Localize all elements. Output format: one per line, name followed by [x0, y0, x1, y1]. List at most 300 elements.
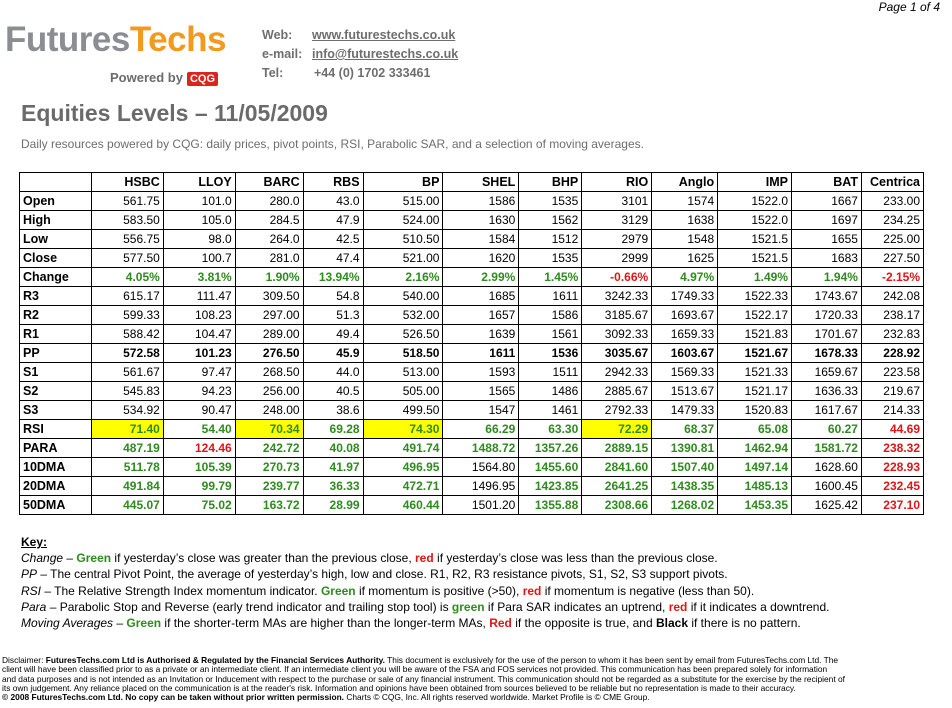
key-line: [21, 599, 829, 615]
powered-by: [110, 70, 218, 86]
powered-by-label: Powered by: [110, 70, 183, 85]
key-text: – The Relative Strength Index momentum indicator.: [41, 583, 321, 598]
table-cell: 2641.25: [582, 477, 652, 496]
table-cell: 1628.60: [792, 458, 862, 477]
table-cell: 2841.60: [582, 458, 652, 477]
table-cell: 248.00: [235, 401, 303, 420]
table-cell: 1655: [792, 230, 862, 249]
key-text: red: [668, 599, 688, 614]
column-header-bat: BAT: [792, 173, 862, 192]
table-cell: 1462.94: [718, 439, 792, 458]
table-cell: 3101: [582, 192, 652, 211]
table-cell: 577.50: [91, 249, 163, 268]
table-cell: -0.66%: [582, 268, 652, 287]
table-cell: 1521.5: [718, 249, 792, 268]
table-cell: 105.39: [163, 458, 235, 477]
table-cell: 284.5: [235, 211, 303, 230]
table-cell: 101.23: [163, 344, 235, 363]
disclaimer-text: its own judgement. Any reliance placed on the communication is at the reader's risk. Information and opinions have been obtained from sources believed to be reliable but no representation is made to their accuracy.: [2, 683, 796, 693]
row-label: High: [20, 211, 92, 230]
key-text: Change: [21, 551, 64, 566]
table-cell: 1683: [792, 249, 862, 268]
logo-techs-text: Techs: [129, 20, 226, 59]
key-text: if the shorter-term MAs are higher than the longer-term MAs,: [161, 616, 490, 631]
table-body: [20, 192, 924, 515]
table-cell: 40.5: [303, 382, 363, 401]
table-cell: 1584: [443, 230, 519, 249]
table-cell: 242.08: [861, 287, 923, 306]
table-cell: 1485.13: [718, 477, 792, 496]
table-cell: 100.7: [163, 249, 235, 268]
key-text: if momentum is negative (less than 50).: [541, 583, 755, 598]
disclaimer-text: © 2008 FuturesTechs.com Ltd. No copy can be taken without prior written permission.: [2, 693, 345, 703]
key-text: if Para SAR indicates an uptrend,: [484, 599, 669, 614]
table-row-close: [20, 249, 924, 268]
table-cell: 445.07: [91, 496, 163, 515]
row-label: S2: [20, 382, 92, 401]
table-cell: 43.0: [303, 192, 363, 211]
table-cell: 3035.67: [582, 344, 652, 363]
table-cell: 1743.67: [792, 287, 862, 306]
page-title: Equities Levels – 11/05/2009: [21, 100, 328, 126]
table-cell: 1423.85: [519, 477, 582, 496]
table-cell: 2792.33: [582, 401, 652, 420]
table-cell: 1701.67: [792, 325, 862, 344]
table-cell: 1569.33: [652, 363, 718, 382]
disclaimer-text: Disclaimer:: [2, 656, 46, 665]
table-cell: 1749.33: [652, 287, 718, 306]
row-label: S3: [20, 401, 92, 420]
row-label: 20DMA: [20, 477, 92, 496]
table-cell: 524.00: [363, 211, 443, 230]
tel-label: Tel:: [262, 66, 284, 80]
table-cell: 47.4: [303, 249, 363, 268]
header-corner: [20, 173, 92, 192]
equities-levels-table: [19, 172, 924, 515]
table-cell: 1268.02: [652, 496, 718, 515]
key-section: [21, 534, 829, 631]
table-cell: 71.40: [91, 420, 163, 439]
table-cell: 1501.20: [443, 496, 519, 515]
disclaimer-line: [2, 675, 946, 684]
key-text: Para: [21, 599, 47, 614]
table-cell: 1522.0: [718, 192, 792, 211]
table-cell: 515.00: [363, 192, 443, 211]
contact-tel-row: [262, 66, 458, 85]
table-cell: 1659.33: [652, 325, 718, 344]
table-cell: 270.73: [235, 458, 303, 477]
table-cell: 1685: [443, 287, 519, 306]
table-cell: 13.94%: [303, 268, 363, 287]
table-cell: 54.40: [163, 420, 235, 439]
table-cell: 1455.60: [519, 458, 582, 477]
key-text: RSI: [21, 583, 42, 598]
table-cell: 511.78: [91, 458, 163, 477]
table-cell: 526.50: [363, 325, 443, 344]
table-cell: 513.00: [363, 363, 443, 382]
table-cell: 163.72: [235, 496, 303, 515]
contact-web-row: [262, 28, 458, 47]
column-header-bhp: BHP: [519, 173, 582, 192]
table-cell: 1521.83: [718, 325, 792, 344]
table-row-r2: [20, 306, 924, 325]
table-cell: 1565: [443, 382, 519, 401]
table-cell: 1697: [792, 211, 862, 230]
table-cell: 532.00: [363, 306, 443, 325]
table-cell: 44.0: [303, 363, 363, 382]
table-cell: 2.16%: [363, 268, 443, 287]
contact-email-row: [262, 47, 458, 66]
table-cell: 2942.33: [582, 363, 652, 382]
table-cell: 99.79: [163, 477, 235, 496]
table-row-10dma: [20, 458, 924, 477]
row-label: Close: [20, 249, 92, 268]
column-header-hsbc: HSBC: [91, 173, 163, 192]
key-lines: [21, 550, 829, 631]
table-cell: 239.77: [235, 477, 303, 496]
table-cell: 223.58: [861, 363, 923, 382]
table-cell: 1536: [519, 344, 582, 363]
table-cell: 561.67: [91, 363, 163, 382]
table-cell: 256.00: [235, 382, 303, 401]
table-cell: 1625.42: [792, 496, 862, 515]
table-row-change: [20, 268, 924, 287]
table-cell: 233.00: [861, 192, 923, 211]
row-label: R1: [20, 325, 92, 344]
table-cell: 44.69: [861, 420, 923, 439]
table-cell: 1488.72: [443, 439, 519, 458]
table-cell: 232.83: [861, 325, 923, 344]
table-cell: 1390.81: [652, 439, 718, 458]
table-cell: 1512: [519, 230, 582, 249]
disclaimer-text: This document is exclusively for the use of the person to whom it has been sent by email from FuturesTechs.com Ltd. The: [385, 656, 839, 665]
disclaimer-line: [2, 665, 946, 674]
table-cell: 1522.33: [718, 287, 792, 306]
table-cell: 1593: [443, 363, 519, 382]
table-cell: 1507.40: [652, 458, 718, 477]
table-row-high: [20, 211, 924, 230]
table-cell: 1611: [519, 287, 582, 306]
tel-value: +44 (0) 1702 333461: [314, 66, 431, 80]
cqg-logo: CQG: [187, 72, 218, 86]
table-cell: 1522.17: [718, 306, 792, 325]
table-cell: 2308.66: [582, 496, 652, 515]
table-cell: 1513.67: [652, 382, 718, 401]
table-cell: 1.90%: [235, 268, 303, 287]
table-cell: 1611: [443, 344, 519, 363]
row-label: 50DMA: [20, 496, 92, 515]
table-cell: 518.50: [363, 344, 443, 363]
table-cell: 4.05%: [91, 268, 163, 287]
table-row-open: [20, 192, 924, 211]
logo-futures-text: Futures: [5, 20, 130, 59]
table-cell: 1581.72: [792, 439, 862, 458]
table-cell: 1479.33: [652, 401, 718, 420]
table-cell: 491.84: [91, 477, 163, 496]
table-cell: 214.33: [861, 401, 923, 420]
table-cell: 242.72: [235, 439, 303, 458]
table-row-low: [20, 230, 924, 249]
table-cell: 225.00: [861, 230, 923, 249]
table-cell: 228.93: [861, 458, 923, 477]
table-cell: 561.75: [91, 192, 163, 211]
table-cell: 1511: [519, 363, 582, 382]
column-header-rio: RIO: [582, 173, 652, 192]
table-cell: 1586: [519, 306, 582, 325]
key-text: Green: [320, 583, 356, 598]
table-cell: 90.47: [163, 401, 235, 420]
table-cell: 2889.15: [582, 439, 652, 458]
table-cell: 264.0: [235, 230, 303, 249]
table-cell: 1574: [652, 192, 718, 211]
table-cell: 297.00: [235, 306, 303, 325]
table-row-s1: [20, 363, 924, 382]
key-line: [21, 550, 829, 566]
table-cell: 3242.33: [582, 287, 652, 306]
key-text: if there is no pattern.: [688, 616, 801, 631]
row-label: 10DMA: [20, 458, 92, 477]
row-label: RSI: [20, 420, 92, 439]
table-cell: 1667: [792, 192, 862, 211]
table-cell: 1561: [519, 325, 582, 344]
table-cell: 101.0: [163, 192, 235, 211]
table-cell: 4.97%: [652, 268, 718, 287]
row-label: Open: [20, 192, 92, 211]
table-cell: 74.30: [363, 420, 443, 439]
table-cell: 1564.80: [443, 458, 519, 477]
table-cell: 583.50: [91, 211, 163, 230]
table-row-para: [20, 439, 924, 458]
table-cell: 40.08: [303, 439, 363, 458]
table-cell: 1453.35: [718, 496, 792, 515]
column-header-imp: IMP: [718, 173, 792, 192]
column-header-lloy: LLOY: [163, 173, 235, 192]
table-cell: 1636.33: [792, 382, 862, 401]
table-cell: 460.44: [363, 496, 443, 515]
row-label: Change: [20, 268, 92, 287]
table-cell: 1355.88: [519, 496, 582, 515]
table-cell: 1547: [443, 401, 519, 420]
table-row-s3: [20, 401, 924, 420]
table-cell: 1357.26: [519, 439, 582, 458]
key-text: Black: [655, 616, 689, 631]
table-cell: 1625: [652, 249, 718, 268]
table-cell: 124.46: [163, 439, 235, 458]
table-cell: 510.50: [363, 230, 443, 249]
table-cell: 72.29: [582, 420, 652, 439]
table-cell: 105.0: [163, 211, 235, 230]
table-cell: 1678.33: [792, 344, 862, 363]
key-text: –: [113, 616, 127, 631]
table-cell: 499.50: [363, 401, 443, 420]
disclaimer-line: [2, 656, 946, 665]
table-cell: 545.83: [91, 382, 163, 401]
table-cell: 276.50: [235, 344, 303, 363]
table-cell: 3185.67: [582, 306, 652, 325]
table-cell: 3092.33: [582, 325, 652, 344]
disclaimer-text: Charts © CQG, Inc. All rights reserved worldwide. Market Profile is © CME Group.: [344, 693, 650, 703]
web-link[interactable]: www.futurestechs.co.uk: [312, 28, 456, 42]
disclaimer-text: FuturesTechs.com Ltd is Authorised & Regulated by the Financial Services Authority.: [45, 656, 385, 665]
contact-block: [262, 28, 458, 85]
table-cell: 1657: [443, 306, 519, 325]
key-text: Red: [489, 616, 512, 631]
table-cell: -2.15%: [861, 268, 923, 287]
column-header-rbs: RBS: [303, 173, 363, 192]
disclaimer-text: client will have been classified prior to as a private or an intermediate client. If an intermediate client you will be aware of the FSA and FOS services not provided. This communication has been prepared solely for information: [2, 665, 828, 675]
table-cell: 1562: [519, 211, 582, 230]
table-cell: 98.0: [163, 230, 235, 249]
table-cell: 42.5: [303, 230, 363, 249]
table-row-50dma: [20, 496, 924, 515]
key-text: Green: [76, 551, 112, 566]
table-cell: 111.47: [163, 287, 235, 306]
table-cell: 1486: [519, 382, 582, 401]
key-text: if yesterday’s close was greater than the previous close,: [111, 551, 416, 566]
table-cell: 1521.67: [718, 344, 792, 363]
table-cell: 1586: [443, 192, 519, 211]
email-label: e-mail:: [262, 47, 303, 61]
table-row-20dma: [20, 477, 924, 496]
table-cell: 1535: [519, 249, 582, 268]
key-text: green: [451, 599, 485, 614]
table-cell: 238.32: [861, 439, 923, 458]
disclaimer: [2, 656, 946, 702]
row-label: R2: [20, 306, 92, 325]
disclaimer-line: [2, 684, 946, 693]
row-label: PARA: [20, 439, 92, 458]
table-cell: 540.00: [363, 287, 443, 306]
table-cell: 234.25: [861, 211, 923, 230]
table-cell: 496.95: [363, 458, 443, 477]
table-cell: 227.50: [861, 249, 923, 268]
table-cell: 599.33: [91, 306, 163, 325]
table-cell: 1659.67: [792, 363, 862, 382]
row-label: R3: [20, 287, 92, 306]
table-cell: 1720.33: [792, 306, 862, 325]
table-cell: 45.9: [303, 344, 363, 363]
key-text: if momentum is positive (>50),: [355, 583, 523, 598]
table-cell: 572.58: [91, 344, 163, 363]
table-cell: 68.37: [652, 420, 718, 439]
table-cell: 281.0: [235, 249, 303, 268]
key-text: red: [522, 583, 542, 598]
table-cell: 3.81%: [163, 268, 235, 287]
key-text: Green: [126, 616, 162, 631]
table-cell: 228.92: [861, 344, 923, 363]
table-cell: 108.23: [163, 306, 235, 325]
table-cell: 75.02: [163, 496, 235, 515]
table-cell: 238.17: [861, 306, 923, 325]
key-text: red: [415, 551, 434, 566]
table-header-row: [20, 173, 924, 192]
table-cell: 51.3: [303, 306, 363, 325]
key-line: [21, 615, 829, 631]
table-cell: 289.00: [235, 325, 303, 344]
table-cell: 104.47: [163, 325, 235, 344]
table-cell: 47.9: [303, 211, 363, 230]
row-label: PP: [20, 344, 92, 363]
table-cell: 36.33: [303, 477, 363, 496]
table-cell: 1520.83: [718, 401, 792, 420]
table-cell: 2.99%: [443, 268, 519, 287]
table-cell: 1521.5: [718, 230, 792, 249]
table-cell: 1.45%: [519, 268, 582, 287]
table-cell: 49.4: [303, 325, 363, 344]
key-text: if it indicates a downtrend.: [687, 599, 830, 614]
table-cell: 1638: [652, 211, 718, 230]
table-cell: 219.67: [861, 382, 923, 401]
table-cell: 65.08: [718, 420, 792, 439]
row-label: Low: [20, 230, 92, 249]
table-cell: 1.49%: [718, 268, 792, 287]
table-cell: 38.6: [303, 401, 363, 420]
key-text: if the opposite is true, and: [511, 616, 656, 631]
table-cell: 2885.67: [582, 382, 652, 401]
column-header-centrica: Centrica: [861, 173, 923, 192]
table-cell: 60.27: [792, 420, 862, 439]
table-cell: 28.99: [303, 496, 363, 515]
table-cell: 487.19: [91, 439, 163, 458]
table-cell: 232.45: [861, 477, 923, 496]
table-cell: 2999: [582, 249, 652, 268]
table-cell: 1617.67: [792, 401, 862, 420]
table-cell: 534.92: [91, 401, 163, 420]
table-cell: 1600.45: [792, 477, 862, 496]
table-cell: 1438.35: [652, 477, 718, 496]
table-cell: 1620: [443, 249, 519, 268]
disclaimer-line: [2, 693, 946, 702]
table-row-r3: [20, 287, 924, 306]
web-label: Web:: [262, 28, 293, 42]
table-row-s2: [20, 382, 924, 401]
table-cell: 41.97: [303, 458, 363, 477]
key-text: –: [63, 551, 77, 566]
table-cell: 615.17: [91, 287, 163, 306]
table-cell: 1522.0: [718, 211, 792, 230]
table-cell: 66.29: [443, 420, 519, 439]
table-cell: 1521.33: [718, 363, 792, 382]
table-cell: 1521.17: [718, 382, 792, 401]
table-cell: 1496.95: [443, 477, 519, 496]
key-line: [21, 566, 829, 582]
page-number: Page 1 of 4: [878, 0, 940, 14]
table-cell: 1639: [443, 325, 519, 344]
table-cell: 70.34: [235, 420, 303, 439]
table-cell: 69.28: [303, 420, 363, 439]
column-header-barc: BARC: [235, 173, 303, 192]
table-cell: 268.50: [235, 363, 303, 382]
table-cell: 556.75: [91, 230, 163, 249]
table-cell: 237.10: [861, 496, 923, 515]
table-cell: 521.00: [363, 249, 443, 268]
key-text: PP: [21, 567, 38, 582]
table-cell: 1693.67: [652, 306, 718, 325]
table-cell: 97.47: [163, 363, 235, 382]
table-cell: 280.0: [235, 192, 303, 211]
table-cell: 588.42: [91, 325, 163, 344]
column-header-shel: SHEL: [443, 173, 519, 192]
page-subtitle: Daily resources powered by CQG: daily prices, pivot points, RSI, Parabolic SAR, and a selection of moving averages.: [21, 137, 644, 151]
email-link[interactable]: info@futurestechs.co.uk: [312, 47, 459, 61]
table-cell: 1603.67: [652, 344, 718, 363]
table-cell: 63.30: [519, 420, 582, 439]
table-cell: 472.71: [363, 477, 443, 496]
key-line: [21, 583, 829, 599]
key-text: – The central Pivot Point, the average of yesterday’s high, low and close. R1, R2, R3 resistance pivots, S1, S2, S3 support pivots.: [37, 567, 728, 582]
table-cell: 54.8: [303, 287, 363, 306]
column-header-bp: BP: [363, 173, 443, 192]
